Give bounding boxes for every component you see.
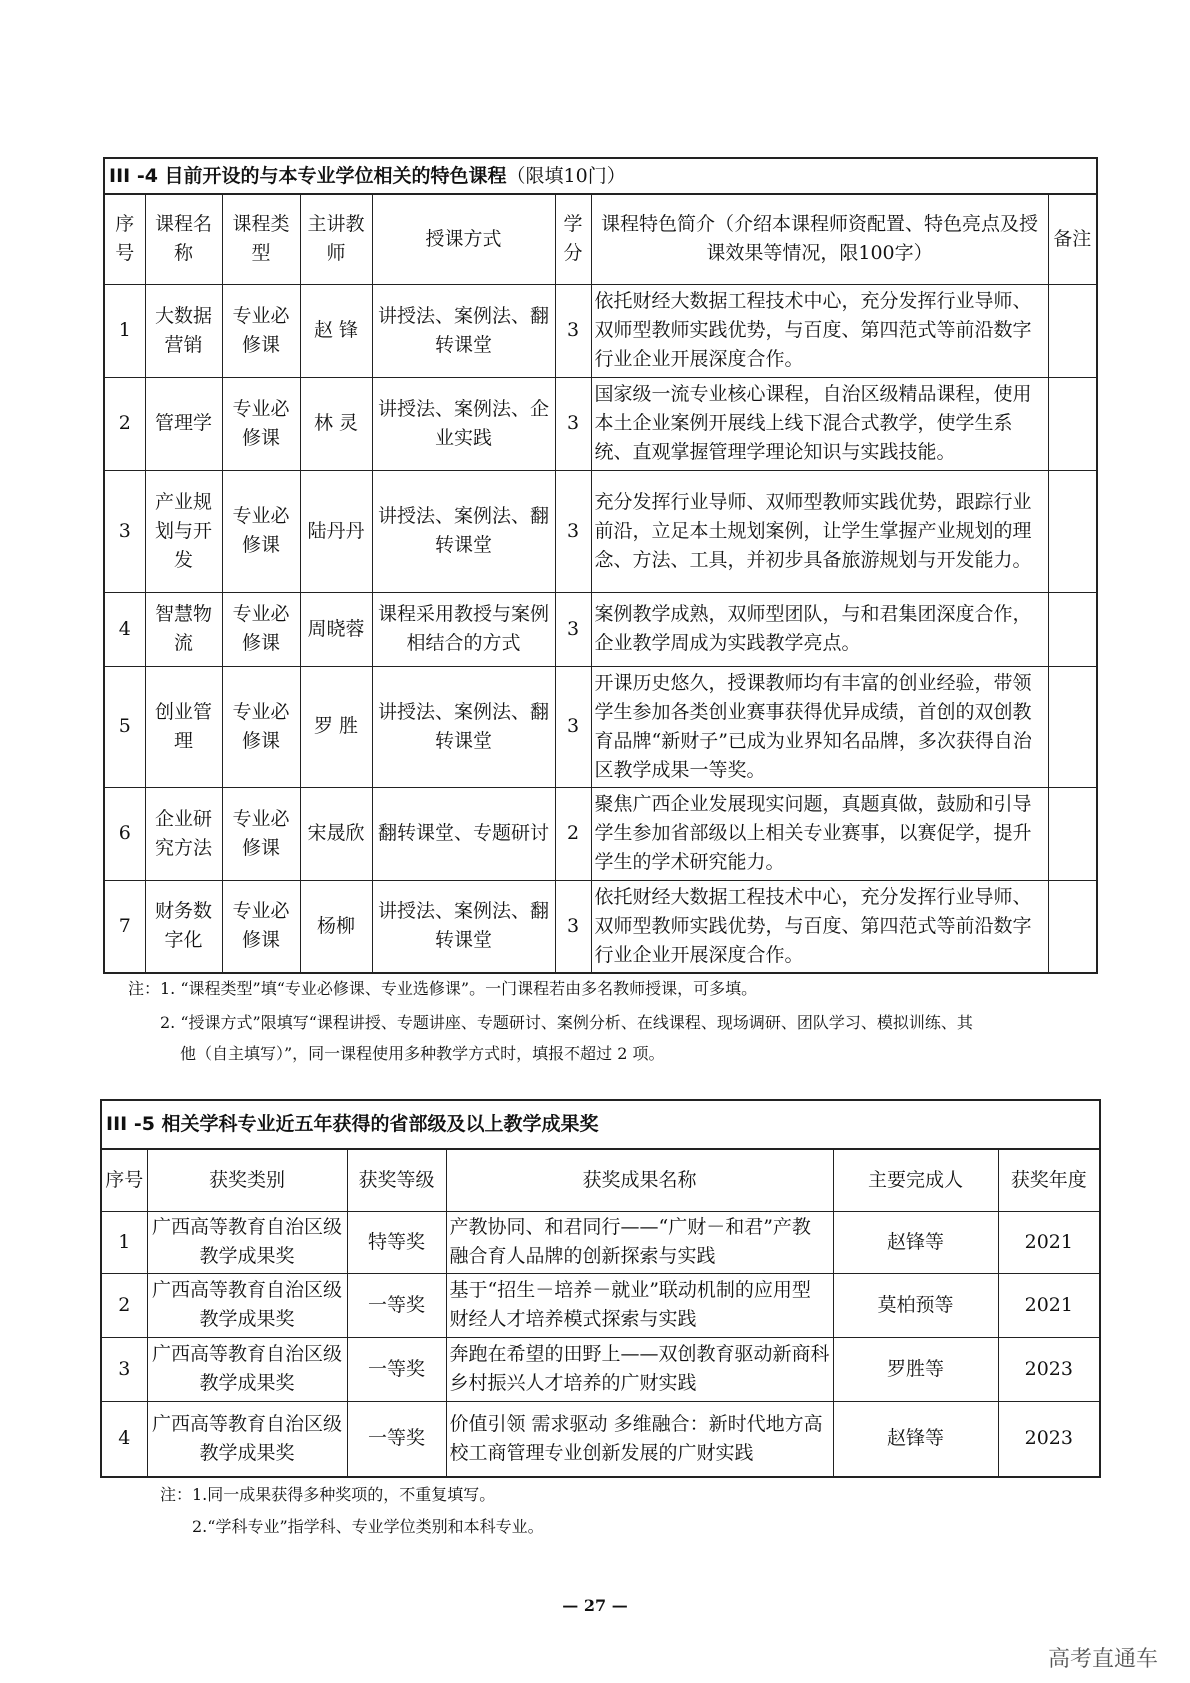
- cell-no: 3: [104, 470, 145, 592]
- col-header-no: 序号: [101, 1149, 147, 1211]
- cell-category: 广西高等教育自治区级教学成果奖: [147, 1401, 347, 1477]
- cell-no: 7: [104, 880, 145, 973]
- cell-teacher: 陆丹丹: [300, 470, 372, 592]
- cell-award-name: 产教协同、和君同行——“广财－和君”产教融合育人品牌的创新探索与实践: [446, 1211, 833, 1273]
- cell-remark: [1048, 592, 1097, 666]
- table4-title-text: III -4 目前开设的与本专业学位相关的特色课程: [109, 164, 507, 187]
- cell-level: 一等奖: [347, 1273, 446, 1337]
- cell-intro: 依托财经大数据工程技术中心，充分发挥行业导师、双师型教师实践优势，与百度、第四范式等前沿数字行业企业开展深度合作。: [591, 284, 1048, 377]
- cell-no: 4: [101, 1401, 147, 1477]
- table-row: [101, 1211, 1100, 1273]
- table4-note-3: 他（自主填写）”，同一课程使用多种教学方式时，填报不超过 2 项。: [180, 1044, 665, 1063]
- cell-no: 3: [101, 1337, 147, 1401]
- cell-no: 6: [104, 787, 145, 880]
- table4-title-limit: （限填10门）: [506, 164, 626, 187]
- cell-type: 专业必修课: [222, 880, 300, 973]
- cell-level: 一等奖: [347, 1337, 446, 1401]
- page-number: — 27 —: [562, 1596, 628, 1615]
- cell-method: 课程采用教授与案例相结合的方式: [372, 592, 555, 666]
- cell-no: 4: [104, 592, 145, 666]
- table5-note-1: 注：1.同一成果获得多种奖项的，不重复填写。: [160, 1485, 496, 1504]
- cell-remark: [1048, 880, 1097, 973]
- col-header-method: 授课方式: [372, 194, 555, 284]
- cell-method: 翻转课堂、专题研讨: [372, 787, 555, 880]
- cell-method: 讲授法、案例法、翻转课堂: [372, 284, 555, 377]
- cell-method: 讲授法、案例法、翻转课堂: [372, 666, 555, 787]
- cell-teacher: 林 灵: [300, 377, 372, 470]
- table-row: [104, 666, 1097, 787]
- cell-year: 2021: [998, 1273, 1100, 1337]
- cell-credit: 2: [555, 787, 591, 880]
- featured-courses-table: [103, 157, 1098, 974]
- col-header-year: 获奖年度: [998, 1149, 1100, 1211]
- cell-type: 专业必修课: [222, 470, 300, 592]
- cell-teacher: 周晓蓉: [300, 592, 372, 666]
- cell-remark: [1048, 666, 1097, 787]
- table4-note-1: 注：1. “课程类型”填“专业必修课、专业选修课”。一门课程若由多名教师授课，可多填。: [128, 979, 758, 998]
- cell-intro: 开课历史悠久，授课教师均有丰富的创业经验，带领学生参加各类创业赛事获得优异成绩，首创的双创教育品牌“新财子”已成为业界知名品牌，多次获得自治区教学成果一等奖。: [591, 666, 1048, 787]
- cell-no: 5: [104, 666, 145, 787]
- table-row: [101, 1401, 1100, 1477]
- cell-credit: 3: [555, 284, 591, 377]
- cell-no: 1: [101, 1211, 147, 1273]
- watermark: 高考直通车: [1047, 1647, 1158, 1672]
- cell-remark: [1048, 470, 1097, 592]
- cell-no: 2: [104, 377, 145, 470]
- cell-no: 1: [104, 284, 145, 377]
- table-row: [101, 1337, 1100, 1401]
- cell-type: 专业必修课: [222, 787, 300, 880]
- cell-people: 赵锋等: [833, 1211, 998, 1273]
- table5-title: III -5 相关学科专业近五年获得的省部级及以上教学成果奖: [101, 1100, 1100, 1149]
- col-header-category: 获奖类别: [147, 1149, 347, 1211]
- table-row: [104, 284, 1097, 377]
- cell-credit: 3: [555, 880, 591, 973]
- teaching-awards-table: [100, 1099, 1101, 1478]
- table5-note-2: 2.“学科专业”指学科、专业学位类别和本科专业。: [192, 1517, 544, 1536]
- cell-award-name: 价值引领 需求驱动 多维融合：新时代地方高校工商管理专业创新发展的广财实践: [446, 1401, 833, 1477]
- col-header-name: 课程名称: [145, 194, 222, 284]
- cell-credit: 3: [555, 470, 591, 592]
- table-row: [101, 1273, 1100, 1337]
- table4-note-2: 2. “授课方式”限填写“课程讲授、专题讲座、专题研讨、案例分析、在线课程、现场调研、团队学习、模拟训练、其: [160, 1013, 973, 1032]
- cell-level: 一等奖: [347, 1401, 446, 1477]
- cell-name: 企业研究方法: [145, 787, 222, 880]
- cell-method: 讲授法、案例法、翻转课堂: [372, 470, 555, 592]
- cell-name: 大数据营销: [145, 284, 222, 377]
- cell-credit: 3: [555, 666, 591, 787]
- cell-people: 赵锋等: [833, 1401, 998, 1477]
- cell-no: 2: [101, 1273, 147, 1337]
- cell-year: 2021: [998, 1211, 1100, 1273]
- cell-teacher: 宋晟欣: [300, 787, 372, 880]
- cell-name: 管理学: [145, 377, 222, 470]
- table-row: [104, 787, 1097, 880]
- cell-people: 罗胜等: [833, 1337, 998, 1401]
- cell-remark: [1048, 377, 1097, 470]
- cell-award-name: 奔跑在希望的田野上——双创教育驱动新商科乡村振兴人才培养的广财实践: [446, 1337, 833, 1401]
- table5-header-row: [101, 1149, 1100, 1211]
- cell-level: 特等奖: [347, 1211, 446, 1273]
- table-row: [104, 592, 1097, 666]
- cell-year: 2023: [998, 1401, 1100, 1477]
- table4-body: [104, 158, 1097, 973]
- cell-name: 财务数字化: [145, 880, 222, 973]
- cell-method: 讲授法、案例法、企业实践: [372, 377, 555, 470]
- cell-teacher: 赵 锋: [300, 284, 372, 377]
- col-header-type: 课程类型: [222, 194, 300, 284]
- col-header-credit: 学分: [555, 194, 591, 284]
- cell-year: 2023: [998, 1337, 1100, 1401]
- cell-credit: 3: [555, 592, 591, 666]
- cell-award-name: 基于“招生－培养－就业”联动机制的应用型财经人才培养模式探索与实践: [446, 1273, 833, 1337]
- table-row: [104, 880, 1097, 973]
- cell-people: 莫柏预等: [833, 1273, 998, 1337]
- col-header-no: 序号: [104, 194, 145, 284]
- cell-intro: 依托财经大数据工程技术中心，充分发挥行业导师、双师型教师实践优势，与百度、第四范式等前沿数字行业企业开展深度合作。: [591, 880, 1048, 973]
- table4-title: [104, 158, 1097, 194]
- col-header-level: 获奖等级: [347, 1149, 446, 1211]
- cell-remark: [1048, 787, 1097, 880]
- table-row: [104, 377, 1097, 470]
- col-header-people: 主要完成人: [833, 1149, 998, 1211]
- cell-intro: 聚焦广西企业发展现实问题，真题真做，鼓励和引导学生参加省部级以上相关专业赛事，以赛促学，提升学生的学术研究能力。: [591, 787, 1048, 880]
- cell-category: 广西高等教育自治区级教学成果奖: [147, 1337, 347, 1401]
- cell-type: 专业必修课: [222, 284, 300, 377]
- cell-name: 智慧物流: [145, 592, 222, 666]
- cell-type: 专业必修课: [222, 592, 300, 666]
- cell-teacher: 罗 胜: [300, 666, 372, 787]
- col-header-teacher: 主讲教师: [300, 194, 372, 284]
- col-header-remark: 备注: [1048, 194, 1097, 284]
- cell-name: 创业管理: [145, 666, 222, 787]
- cell-type: 专业必修课: [222, 377, 300, 470]
- cell-intro: 国家级一流专业核心课程，自治区级精品课程，使用本土企业案例开展线上线下混合式教学，使学生系统、直观掌握管理学理论知识与实践技能。: [591, 377, 1048, 470]
- cell-intro: 案例教学成熟，双师型团队，与和君集团深度合作，企业教学周成为实践教学亮点。: [591, 592, 1048, 666]
- table4-header-row: [104, 194, 1097, 284]
- cell-teacher: 杨柳: [300, 880, 372, 973]
- cell-name: 产业规划与开发: [145, 470, 222, 592]
- table5-body: [101, 1100, 1100, 1477]
- cell-remark: [1048, 284, 1097, 377]
- col-header-award-name: 获奖成果名称: [446, 1149, 833, 1211]
- cell-credit: 3: [555, 377, 591, 470]
- cell-type: 专业必修课: [222, 666, 300, 787]
- cell-method: 讲授法、案例法、翻转课堂: [372, 880, 555, 973]
- col-header-intro: 课程特色简介（介绍本课程师资配置、特色亮点及授课效果等情况，限100字）: [591, 194, 1048, 284]
- table-row: [104, 470, 1097, 592]
- cell-category: 广西高等教育自治区级教学成果奖: [147, 1211, 347, 1273]
- cell-category: 广西高等教育自治区级教学成果奖: [147, 1273, 347, 1337]
- cell-intro: 充分发挥行业导师、双师型教师实践优势，跟踪行业前沿，立足本土规划案例，让学生掌握产业规划的理念、方法、工具，并初步具备旅游规划与开发能力。: [591, 470, 1048, 592]
